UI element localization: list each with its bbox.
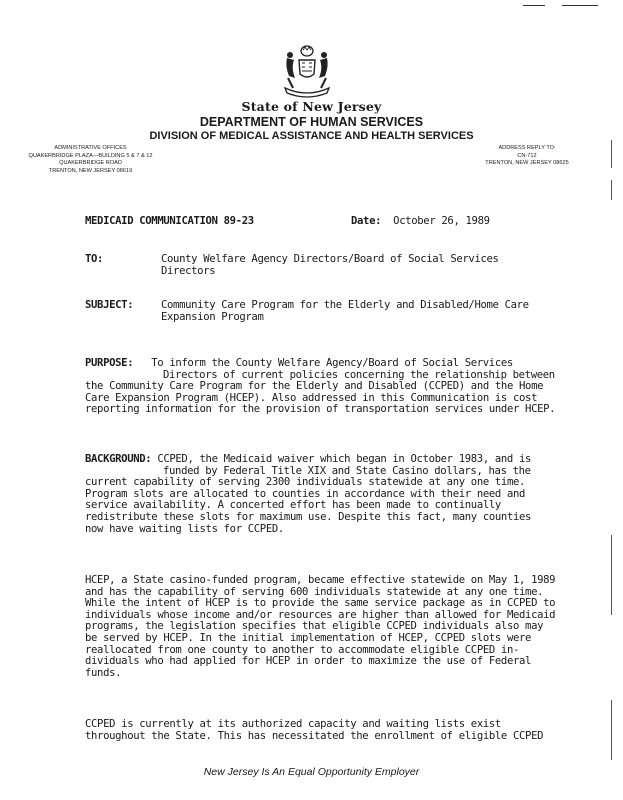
- scan-mark: [611, 140, 612, 168]
- background-line: current capability of serving 2300 individuals statewide at any one time.: [85, 476, 526, 489]
- reply-line: ADDRESS REPLY TO:: [498, 145, 556, 151]
- purpose-first-line: [85, 358, 585, 370]
- capacity-line: CCPED is currently at its authorized capacity and waiting lists exist: [85, 718, 501, 730]
- admin-line: QUAKERBRIDGE PLAZA—BUILDING 5 & 7 & 12: [28, 152, 153, 159]
- memo-date: [351, 216, 490, 228]
- hcep-paragraph: [85, 575, 585, 679]
- administrative-offices: [28, 145, 153, 175]
- purpose-label: PURPOSE:: [85, 357, 134, 369]
- purpose-line: reporting information for the provision of transportation services under HCEP.: [85, 403, 556, 416]
- hcep-line: individuals whose income and/or resources are higher than allowed for Medicaid: [85, 608, 556, 621]
- scan-mark: [611, 180, 612, 200]
- reply-line: CN-712: [517, 152, 537, 159]
- subject-text: [161, 300, 529, 323]
- scan-mark: [611, 700, 612, 760]
- subject-line: Community Care Program for the Elderly and Disabled/Home Care: [161, 299, 529, 311]
- scan-mark: [611, 535, 612, 615]
- background-section: [85, 454, 585, 535]
- hcep-line: be served by HCEP. In the initial implementation of HCEP, CCPED slots were: [85, 631, 532, 644]
- reply-line: TRENTON, NEW JERSEY 08625: [485, 160, 569, 167]
- hcep-line: While the intent of HCEP is to provide the same service package as in CCPED to: [85, 597, 556, 610]
- scan-mark: [523, 5, 545, 6]
- hcep-line: reallocated from one county to another to accommodate eligible CCPED in-: [85, 643, 520, 656]
- background-label: BACKGROUND:: [85, 453, 152, 465]
- date-label: Date:: [351, 215, 382, 227]
- admin-line: TRENTON, NEW JERSEY 08619: [48, 167, 133, 174]
- background-line: service availability. A concerted effort has been made to continually: [85, 499, 501, 512]
- background-line: now have waiting lists for CCPED.: [85, 522, 284, 535]
- background-line: funded by Federal Title XIX and State Casino dollars, has the: [163, 464, 531, 477]
- date-value: October 26, 1989: [393, 215, 490, 227]
- capacity-line: throughout the State. This has necessitated the enrollment of eligible CCPED: [85, 729, 544, 742]
- hcep-line: programs, the legislation specifies that eligible CCPED individuals also may: [85, 620, 544, 633]
- capacity-paragraph: [85, 719, 585, 742]
- background-line: redistribute these slots for maximum use. Despite this fact, many counties: [85, 510, 532, 523]
- scan-mark: [562, 5, 598, 6]
- purpose-line: Care Expansion Program (HCEP). Also addressed in this Communication is cost: [85, 391, 538, 404]
- reply-address: [473, 145, 581, 168]
- hcep-line: dividuals who had applied for HCEP in order to maximize the use of Federal: [85, 655, 532, 668]
- hcep-line: HCEP, a State casino-funded program, became effective statewide on May 1, 1989: [85, 574, 556, 586]
- to-label: TO:: [85, 253, 104, 265]
- background-text: CCPED, the Medicaid waiver which began in October 1983, and is: [157, 453, 532, 465]
- subject-line: Expansion Program: [161, 310, 264, 323]
- state-seal-icon: [279, 44, 335, 98]
- admin-line: ADMINISTRATIVE OFFICES: [54, 145, 127, 151]
- purpose-section: [85, 358, 585, 416]
- background-first-line: [85, 454, 585, 466]
- admin-line: QUAKERBRIDGE ROAD: [59, 160, 122, 167]
- state-name: State of New Jersey: [241, 99, 382, 114]
- subject-label: SUBJECT:: [85, 299, 134, 311]
- to-line: Directors: [161, 264, 216, 277]
- to-line: County Welfare Agency Directors/Board of Social Services: [161, 253, 499, 265]
- background-line: Program slots are allocated to counties in accordance with their need and: [85, 487, 526, 500]
- department-name: DEPARTMENT OF HUMAN SERVICES: [199, 115, 424, 129]
- hcep-line: funds.: [85, 666, 122, 679]
- division-name: DIVISION OF MEDICAL ASSISTANCE AND HEALTH SERVICES: [149, 130, 474, 142]
- purpose-line: Directors of current policies concerning the relationship between: [163, 368, 555, 381]
- footer-tagline: New Jersey Is An Equal Opportunity Employer: [203, 766, 420, 778]
- communication-number: MEDICAID COMMUNICATION 89-23: [85, 215, 254, 227]
- to-recipients: [161, 254, 499, 277]
- hcep-line: and has the capability of serving 600 individuals statewide at any one time.: [85, 585, 544, 598]
- purpose-text: To inform the County Welfare Agency/Board of Social Services: [151, 357, 513, 369]
- purpose-line: the Community Care Program for the Elderly and Disabled (CCPED) and the Home: [85, 380, 544, 393]
